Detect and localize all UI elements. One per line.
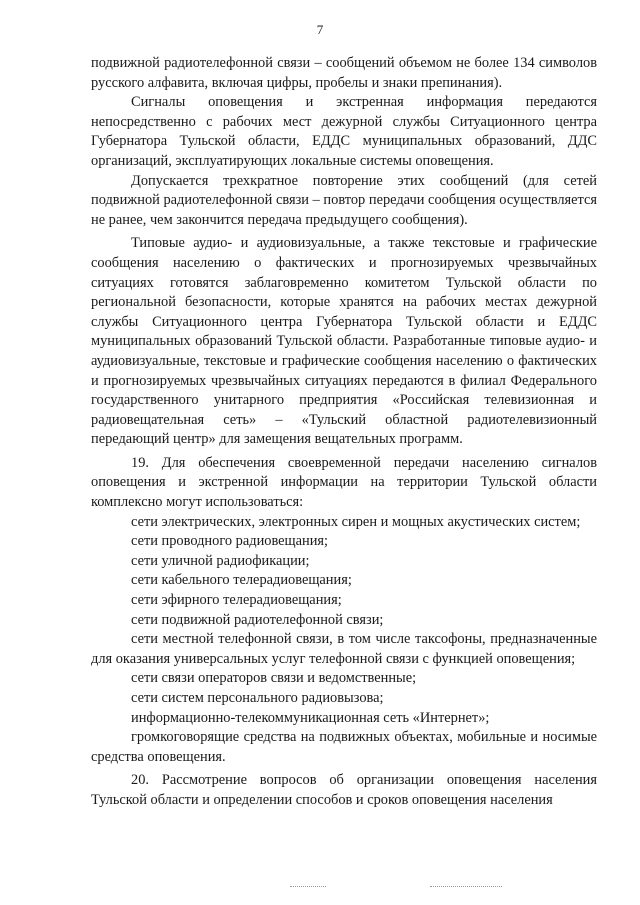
list-item: сети эфирного телерадиовещания; (131, 592, 342, 609)
list-item: сети электрических, электронных сирен и мощных акустических систем; (131, 513, 581, 530)
paragraph-typical-messages: Типовые аудио- и аудиовизуальные, а также текстовые и графические сообщения населению о фактических и прогнозируемых чрезвычайных ситуациях готовятся заблаговременно комитетом Тульской области по региональной безопасности, которые хранятся на рабочих местах дежурной службы Ситуационного центра Губернатора Тульской области и ЕДДС муниципальных образований Тульской области. Разработанные типовые аудио- и аудиовизуальные, текстовые и графические сообщения населению о фактических и прогнозируемых чрезвычайных ситуациях передаются в филиал Федерального государственного унитарного предприятия «Российская телевизионная и радиовещательная сеть» – «Тульский областной радиотелевизионный передающий центр» для замещения вещательных программ. (91, 235, 597, 448)
list-item: сети проводного радиовещания; (131, 533, 329, 550)
list-item: сети местной телефонной связи, в том числе таксофоны, предназначенные для оказания универсальных услуг телефонной связи с функцией оповещения; (91, 631, 597, 667)
list-item: громкоговорящие средства на подвижных объектах, мобильные и носимые средства оповещения. (91, 729, 597, 765)
paragraph-section-20: 20. Рассмотрение вопросов об организации оповещения населения Тульской области и определении способов и сроков оповещения населения (91, 772, 597, 808)
scan-artifact-mark (430, 886, 502, 891)
list-item: сети связи операторов связи и ведомственные; (131, 670, 417, 687)
paragraph-alert-signals: Сигналы оповещения и экстренная информация передаются непосредственно с рабочих мест дежурной службы Ситуационного центра Губернатора Тульской области, ЕДДС муниципальных образований, ДДС организаций, эксплуатирующих локальные системы оповещения. (91, 94, 597, 169)
paragraph-section-19: 19. Для обеспечения своевременной передачи населению сигналов оповещения и экстренной информации на территории Тульской области комплексно могут использоваться: (91, 454, 597, 511)
paragraph-repetition: Допускается трехкратное повторение этих сообщений (для сетей подвижной радиотелефонной связи – повтор передачи сообщения осуществляется не ранее, чем закончится передача предыдущего сообщения). (91, 172, 597, 228)
list-item: сети кабельного телерадиовещания; (131, 572, 352, 589)
page-number: 7 (316, 22, 324, 37)
paragraph-continuation: подвижной радиотелефонной связи – сообщений объемом не более 134 символов русского алфавита, включая цифры, пробелы и знаки препинания). (91, 55, 597, 91)
document-body (91, 54, 597, 811)
list-item: сети подвижной радиотелефонной связи; (131, 611, 384, 628)
alert-networks-list (91, 513, 597, 768)
list-item: сети систем персонального радиовызова; (131, 690, 384, 706)
list-item: сети уличной радиофикации; (131, 552, 310, 569)
scan-artifact-mark (290, 886, 326, 891)
list-item: информационно-телекоммуникационная сеть «Интернет»; (131, 709, 490, 726)
